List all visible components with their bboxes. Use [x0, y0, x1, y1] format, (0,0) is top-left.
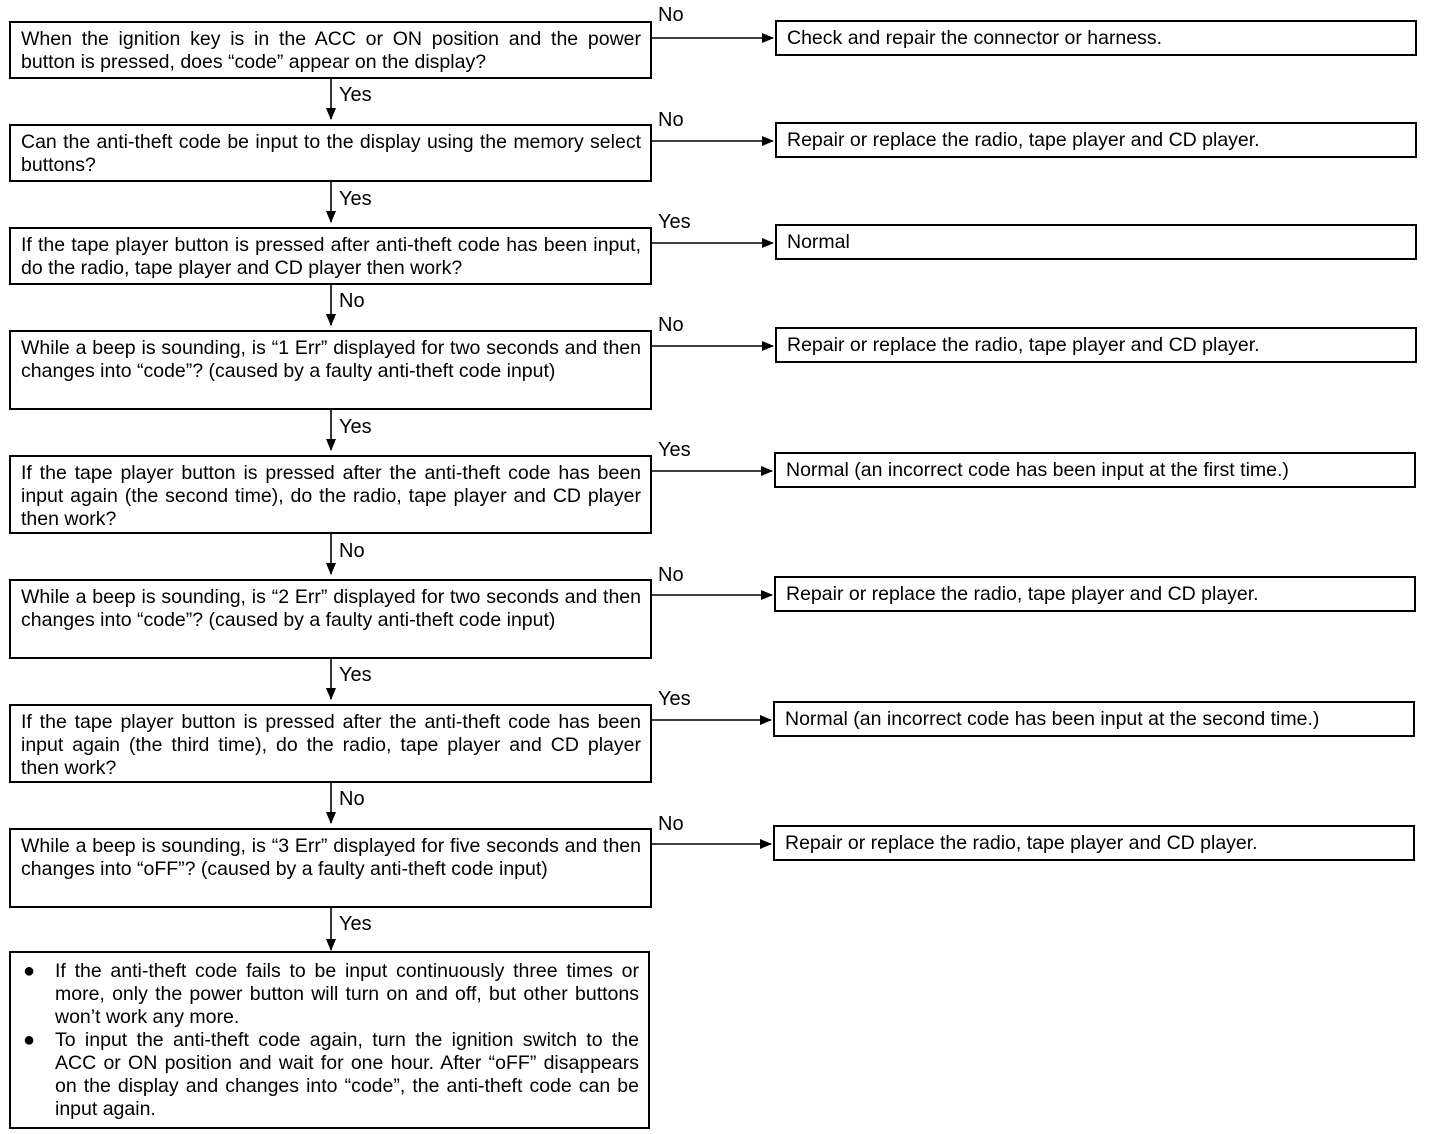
- branch-label-down: Yes: [339, 664, 372, 686]
- question-box-6: [9, 579, 652, 659]
- result-box-7: [773, 701, 1415, 737]
- result-box-1: [775, 20, 1417, 56]
- question-box-4: [9, 330, 652, 410]
- note-text: If the anti-theft code fails to be input continuously three times or more, only the power button will turn on and off, but other buttons won’t work any more.: [55, 960, 639, 1028]
- branch-label-side: No: [658, 4, 684, 26]
- result-box-6: [774, 576, 1416, 612]
- question-text: Can the anti-theft code be input to the display using the memory select buttons?: [21, 131, 641, 176]
- question-box-8: [9, 828, 652, 908]
- branch-label-side: No: [658, 314, 684, 336]
- result-text: Repair or replace the radio, tape player and CD player.: [785, 832, 1258, 854]
- question-text: While a beep is sounding, is “3 Err” displayed for five seconds and then changes into “oFF”? (caused by a faulty anti-theft code input): [21, 835, 641, 880]
- result-text: Normal (an incorrect code has been input at the first time.): [786, 459, 1289, 481]
- bullet-icon: ●: [23, 1029, 36, 1051]
- result-box-3: [775, 224, 1417, 260]
- result-box-5: [774, 452, 1416, 488]
- branch-label-down: Yes: [339, 188, 372, 210]
- branch-label-down: No: [339, 290, 365, 312]
- branch-label-down: Yes: [339, 84, 372, 106]
- branch-label-side: No: [658, 109, 684, 131]
- note-item: [21, 960, 639, 1029]
- branch-label-down: Yes: [339, 416, 372, 438]
- branch-label-down: Yes: [339, 913, 372, 935]
- branch-label-down: No: [339, 788, 365, 810]
- question-text: While a beep is sounding, is “2 Err” displayed for two seconds and then changes into “code”? (caused by a faulty anti-theft code input): [21, 586, 641, 631]
- result-text: Repair or replace the radio, tape player and CD player.: [787, 334, 1260, 356]
- question-text: If the tape player button is pressed after anti-theft code has been input, do the radio, tape player and CD player then work?: [21, 234, 641, 279]
- branch-label-side: No: [658, 813, 684, 835]
- question-box-3: [9, 227, 652, 285]
- question-text: When the ignition key is in the ACC or ON position and the power button is pressed, does “code” appear on the display?: [21, 28, 641, 73]
- branch-label-down: No: [339, 540, 365, 562]
- result-box-2: [775, 122, 1417, 158]
- question-box-2: [9, 124, 652, 182]
- branch-label-side: Yes: [658, 211, 691, 233]
- result-text: Check and repair the connector or harness.: [787, 27, 1163, 49]
- branch-label-side: Yes: [658, 688, 691, 710]
- result-box-8: [773, 825, 1415, 861]
- question-text: While a beep is sounding, is “1 Err” displayed for two seconds and then changes into “code”? (caused by a faulty anti-theft code input): [21, 337, 641, 382]
- note-text: To input the anti-theft code again, turn the ignition switch to the ACC or ON position and wait for one hour. After “oFF” disappears on the display and changes into “code”, the anti-theft code can be input again.: [55, 1029, 639, 1120]
- result-text: Normal (an incorrect code has been input at the second time.): [785, 708, 1320, 730]
- branch-label-side: No: [658, 564, 684, 586]
- question-box-5: [9, 455, 652, 534]
- question-box-1: [9, 21, 652, 79]
- note-item: [21, 1029, 639, 1121]
- bullet-icon: ●: [23, 960, 36, 982]
- result-text: Repair or replace the radio, tape player and CD player.: [786, 583, 1259, 605]
- question-text: If the tape player button is pressed after the anti-theft code has been input again (the third time), do the radio, tape player and CD player then work?: [21, 711, 641, 779]
- result-box-4: [775, 327, 1417, 363]
- notes-box: [9, 951, 650, 1129]
- result-text: Normal: [787, 231, 850, 253]
- result-text: Repair or replace the radio, tape player and CD player.: [787, 129, 1260, 151]
- branch-label-side: Yes: [658, 439, 691, 461]
- question-box-7: [9, 704, 652, 783]
- notes-list: [21, 960, 639, 1121]
- question-text: If the tape player button is pressed after the anti-theft code has been input again (the second time), do the radio, tape player and CD player then work?: [21, 462, 641, 530]
